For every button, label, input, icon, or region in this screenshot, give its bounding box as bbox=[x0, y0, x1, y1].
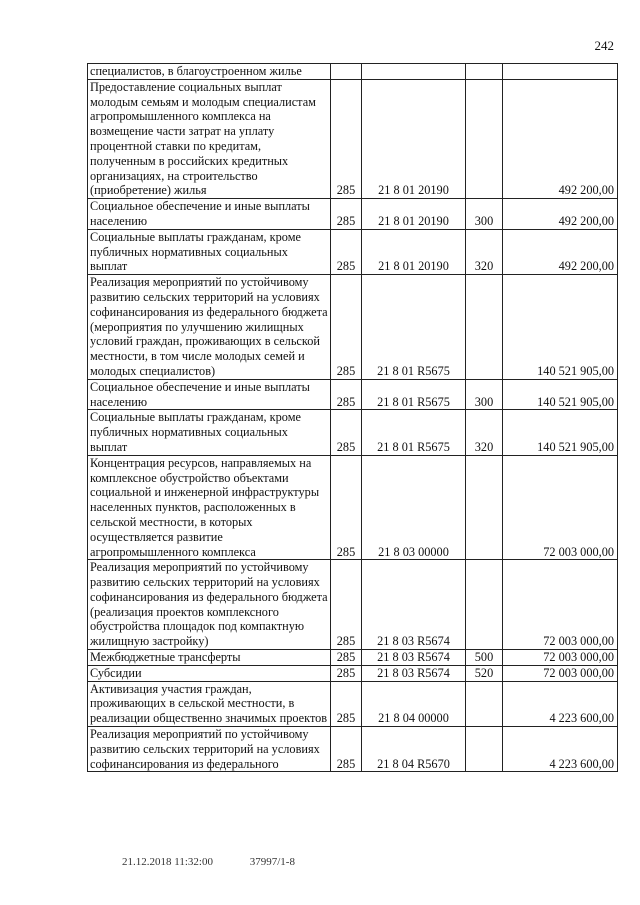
cell-ved: 285 bbox=[331, 379, 362, 410]
cell-csr: 21 8 03 R5674 bbox=[362, 665, 466, 681]
cell-csr: 21 8 01 20190 bbox=[362, 229, 466, 274]
table-row bbox=[88, 665, 618, 681]
table-row bbox=[88, 560, 618, 650]
cell-name: Социальные выплаты гражданам, кроме публичных нормативных социальных выплат bbox=[88, 229, 331, 274]
cell-vr: 300 bbox=[466, 199, 503, 230]
cell-sum: 492 200,00 bbox=[503, 199, 618, 230]
cell-csr: 21 8 04 R5670 bbox=[362, 727, 466, 772]
table-row bbox=[88, 199, 618, 230]
cell-name: Субсидии bbox=[88, 665, 331, 681]
cell-vr bbox=[466, 275, 503, 380]
cell-csr bbox=[362, 64, 466, 80]
cell-name: Реализация мероприятий по устойчивому развитию сельских территорий на условиях софинансирования из федерального бюджета (мероприятия по улучшению жилищных условий граждан, проживающих в сельской местности, в том числе молодых семей и молодых специалистов) bbox=[88, 275, 331, 380]
table-row bbox=[88, 410, 618, 455]
cell-ved: 285 bbox=[331, 665, 362, 681]
cell-csr: 21 8 03 00000 bbox=[362, 455, 466, 560]
table-row bbox=[88, 455, 618, 560]
cell-vr: 320 bbox=[466, 410, 503, 455]
cell-sum: 4 223 600,00 bbox=[503, 681, 618, 726]
cell-sum: 140 521 905,00 bbox=[503, 275, 618, 380]
table-row bbox=[88, 681, 618, 726]
cell-vr: 520 bbox=[466, 665, 503, 681]
cell-name: Межбюджетные трансферты bbox=[88, 650, 331, 666]
cell-vr bbox=[466, 79, 503, 198]
cell-sum: 4 223 600,00 bbox=[503, 727, 618, 772]
cell-ved: 285 bbox=[331, 455, 362, 560]
cell-ved: 285 bbox=[331, 229, 362, 274]
cell-ved: 285 bbox=[331, 199, 362, 230]
cell-sum bbox=[503, 64, 618, 80]
cell-csr: 21 8 04 00000 bbox=[362, 681, 466, 726]
cell-ved: 285 bbox=[331, 650, 362, 666]
page-number: 242 bbox=[594, 38, 614, 53]
cell-csr: 21 8 01 R5675 bbox=[362, 410, 466, 455]
cell-csr: 21 8 03 R5674 bbox=[362, 650, 466, 666]
footer-datetime: 21.12.2018 11:32:00 bbox=[122, 856, 213, 868]
cell-name: Предоставление социальных выплат молодым семьям и молодым специалистам агропромышленного комплекса на возмещение части затрат на уплату процентной ставки по кредитам, полученным в российских кредитных организациях, на строительство (приобретение) жилья bbox=[88, 79, 331, 198]
cell-name: Социальное обеспечение и иные выплаты населению bbox=[88, 199, 331, 230]
cell-sum: 140 521 905,00 bbox=[503, 379, 618, 410]
cell-name: Концентрация ресурсов, направляемых на комплексное обустройство объектами социальной и инженерной инфраструктуры населенных пунктов, расположенных в сельской местности, в которых осуществляется развитие агропромышленного комплекса bbox=[88, 455, 331, 560]
cell-csr: 21 8 01 20190 bbox=[362, 79, 466, 198]
cell-ved: 285 bbox=[331, 79, 362, 198]
cell-csr: 21 8 03 R5674 bbox=[362, 560, 466, 650]
cell-name: Активизация участия граждан, проживающих в сельской местности, в реализации общественно значимых проектов bbox=[88, 681, 331, 726]
cell-sum: 72 003 000,00 bbox=[503, 650, 618, 666]
table-row bbox=[88, 79, 618, 198]
cell-ved bbox=[331, 64, 362, 80]
cell-name: Социальные выплаты гражданам, кроме публичных нормативных социальных выплат bbox=[88, 410, 331, 455]
table-row bbox=[88, 275, 618, 380]
footer-doc-id: 37997/1-8 bbox=[249, 856, 295, 868]
budget-table bbox=[87, 63, 618, 772]
cell-vr bbox=[466, 560, 503, 650]
cell-csr: 21 8 01 R5675 bbox=[362, 275, 466, 380]
cell-name: Реализация мероприятий по устойчивому развитию сельских территорий на условиях софинансирования из федерального бюджета (реализация проектов комплексного обустройства площадок под компактную жилищную застройку) bbox=[88, 560, 331, 650]
cell-ved: 285 bbox=[331, 560, 362, 650]
table-row bbox=[88, 64, 618, 80]
cell-sum: 140 521 905,00 bbox=[503, 410, 618, 455]
cell-csr: 21 8 01 20190 bbox=[362, 199, 466, 230]
cell-vr bbox=[466, 727, 503, 772]
table-row bbox=[88, 379, 618, 410]
cell-csr: 21 8 01 R5675 bbox=[362, 379, 466, 410]
page-footer bbox=[122, 856, 295, 868]
cell-vr: 500 bbox=[466, 650, 503, 666]
cell-vr bbox=[466, 64, 503, 80]
cell-sum: 492 200,00 bbox=[503, 229, 618, 274]
cell-sum: 72 003 000,00 bbox=[503, 560, 618, 650]
cell-sum: 72 003 000,00 bbox=[503, 455, 618, 560]
table-row bbox=[88, 229, 618, 274]
cell-sum: 72 003 000,00 bbox=[503, 665, 618, 681]
cell-name: специалистов, в благоустроенном жилье bbox=[88, 64, 331, 80]
table-row bbox=[88, 650, 618, 666]
cell-vr: 300 bbox=[466, 379, 503, 410]
cell-vr bbox=[466, 681, 503, 726]
cell-sum: 492 200,00 bbox=[503, 79, 618, 198]
cell-ved: 285 bbox=[331, 681, 362, 726]
cell-name: Социальное обеспечение и иные выплаты населению bbox=[88, 379, 331, 410]
cell-ved: 285 bbox=[331, 410, 362, 455]
cell-ved: 285 bbox=[331, 275, 362, 380]
cell-ved: 285 bbox=[331, 727, 362, 772]
cell-vr: 320 bbox=[466, 229, 503, 274]
table-row bbox=[88, 727, 618, 772]
cell-name: Реализация мероприятий по устойчивому развитию сельских территорий на условиях софинансирования из федерального bbox=[88, 727, 331, 772]
cell-vr bbox=[466, 455, 503, 560]
